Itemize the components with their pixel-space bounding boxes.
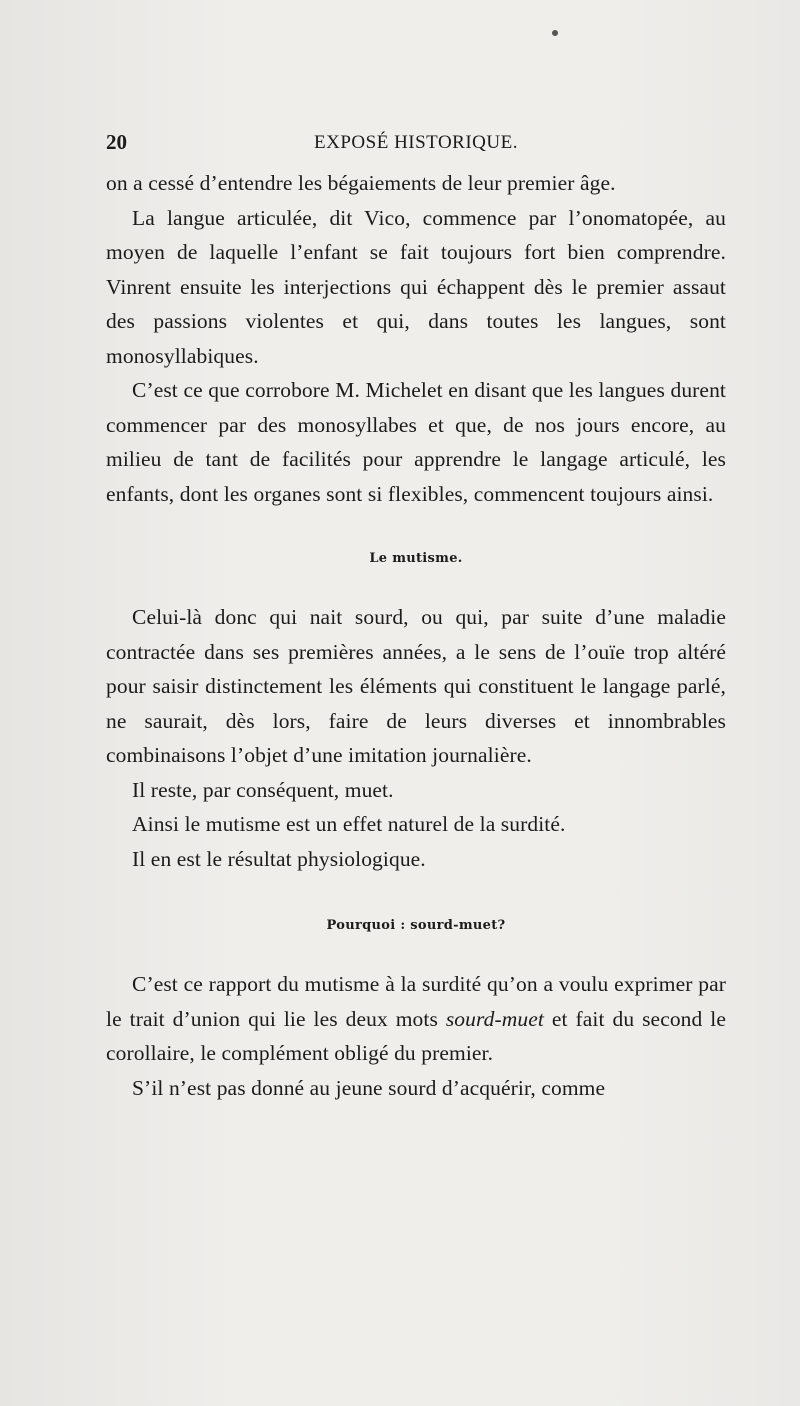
paragraph-rapport bbox=[106, 967, 726, 1071]
section-heading-mutisme: Le mutisme. bbox=[369, 551, 463, 566]
paragraph-rapport-end: et fait du second le corollaire, le complément obligé du premier. bbox=[106, 1006, 727, 1065]
paragraph-muet: Il reste, par conséquent, muet. bbox=[132, 777, 394, 802]
paragraph-michelet: C’est ce que corrobore M. Michelet en disant que les langues durent commencer par des monosyllabes et que, de nos jours encore, au milieu de tant de facilités pour apprendre le langage articulé, les enfants, dont les organes sont si flexibles, commencent toujours ainsi. bbox=[106, 378, 726, 506]
paragraph-sourd: Celui-là donc qui nait sourd, ou qui, par suite d’une maladie contractée dans ses premières années, a le sens de l’ouïe trop altéré pour saisir distinctement les éléments qui constituent le langage parlé, ne saurait, dès lors, faire de leurs diverses et innombrables combinaisons l’objet d’une imitation journalière. bbox=[106, 605, 726, 767]
section-heading-pourquoi: Pourquoi : sourd-muet? bbox=[326, 918, 506, 933]
paragraph-resultat: Il en est le résultat physiologique. bbox=[132, 846, 426, 871]
page-body bbox=[106, 166, 726, 1105]
page-number: 20 bbox=[106, 130, 127, 154]
paragraph-effet: Ainsi le mutisme est un effet naturel de la surdité. bbox=[132, 812, 566, 836]
running-head: EXPOSÉ HISTORIQUE. bbox=[314, 132, 518, 153]
paragraph-vico: La langue articulée, dit Vico, commence par l’onomatopée, au moyen de laquelle l’enfant se fait toujours fort bien comprendre. Vinrent ensuite les interjections qui échappent dès le premier assaut des passions violentes et qui, dans toutes les langues, sont monosyllabiques. bbox=[106, 205, 726, 368]
term-sourd-muet: sourd-muet bbox=[445, 1006, 544, 1031]
paragraph-rapport-start: C’est ce rapport du mutisme à la surdité qu’on a voulu exprimer par le trait d’union qui lie les deux mots bbox=[106, 972, 726, 1031]
paragraph-continuation: on a cessé d’entendre les bégaiements de leur premier âge. bbox=[106, 171, 616, 195]
ink-speck bbox=[552, 30, 558, 36]
page-header bbox=[106, 130, 726, 160]
paragraph-last-line: S’il n’est pas donné au jeune sourd d’acquérir, comme bbox=[132, 1075, 606, 1100]
